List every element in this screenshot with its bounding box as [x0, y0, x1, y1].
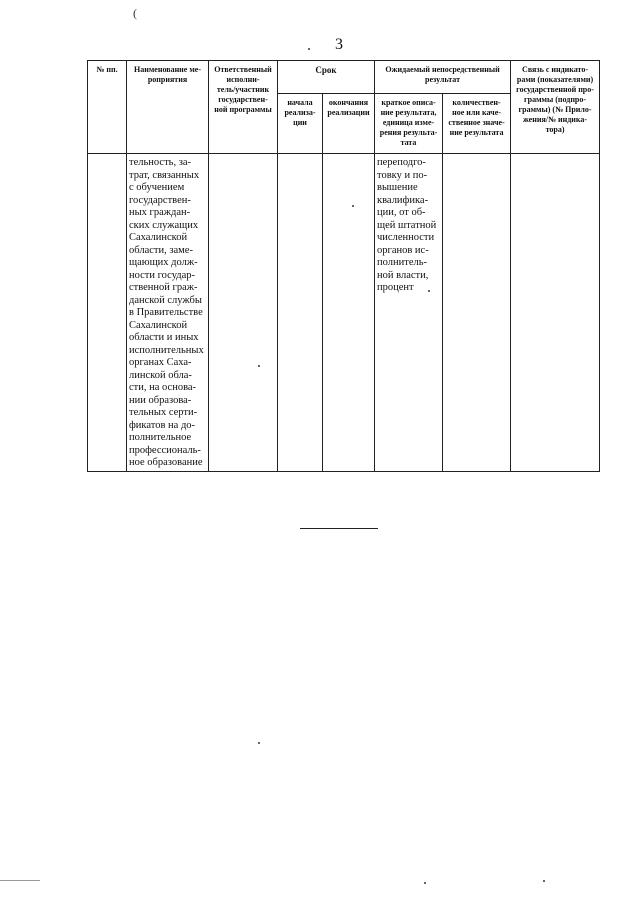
- table-row: [88, 154, 600, 472]
- scan-speck: [352, 205, 354, 207]
- header-responsible: Ответственный исполни- тель/участник государствен- ной программы: [209, 61, 278, 154]
- cell-num: [88, 154, 127, 472]
- end-rule: [300, 528, 378, 529]
- header-name: Наименование ме- роприятия: [127, 61, 209, 154]
- cell-term-start: [278, 154, 323, 472]
- cell-responsible: [209, 154, 278, 472]
- cell-name: тельность, за- трат, связанных с обучением государствен- ных граждан- ских служащих Сахалинской области, заме- щающих долж- ности государ- ственной граж- данской службы в Правительстве Сахалинской области и иных исполнительных органах Саха- линской обла- сти, на основа- нии образова- тельных серти- фикатов на до- полнительное профессиональ- ное образование: [127, 154, 209, 472]
- header-expected: Ожидаемый непосредственный результат: [375, 61, 511, 94]
- scan-speck: [258, 365, 260, 367]
- header-expected-value: количествен- ное или каче- ственное значе- ние результата: [443, 94, 511, 154]
- header-term-start: начала реализа- ции: [278, 94, 323, 154]
- scan-speck: [428, 290, 430, 292]
- header-num: № пп.: [88, 61, 127, 154]
- header-term-end: окончания реализации: [323, 94, 375, 154]
- scan-speck: [258, 742, 260, 744]
- header-expected-short: краткое описа- ние результата, единица изме- рения результа- тата: [375, 94, 443, 154]
- scan-speck: [424, 882, 426, 884]
- cell-expected-value: [443, 154, 511, 472]
- corner-mark: (: [133, 6, 137, 20]
- cell-expected-short: переподго- товку и по- вышение квалифика- ции, от об- щей штатной численности органов ис- полнитель- ной власти, процент: [375, 154, 443, 472]
- header-link: Связь с индикато- рами (показателями) государственной про- граммы (подпро- граммы) (№ Прило- жения/№ индика- тора): [511, 61, 600, 154]
- scan-edge-line: [0, 880, 40, 881]
- scan-speck: [543, 880, 545, 882]
- cell-term-end: [323, 154, 375, 472]
- header-row-top: [88, 61, 600, 94]
- scan-speck: [308, 48, 310, 50]
- page-number: 3: [335, 36, 343, 53]
- cell-link: [511, 154, 600, 472]
- header-term: Срок: [278, 61, 375, 94]
- plan-table: [87, 60, 600, 472]
